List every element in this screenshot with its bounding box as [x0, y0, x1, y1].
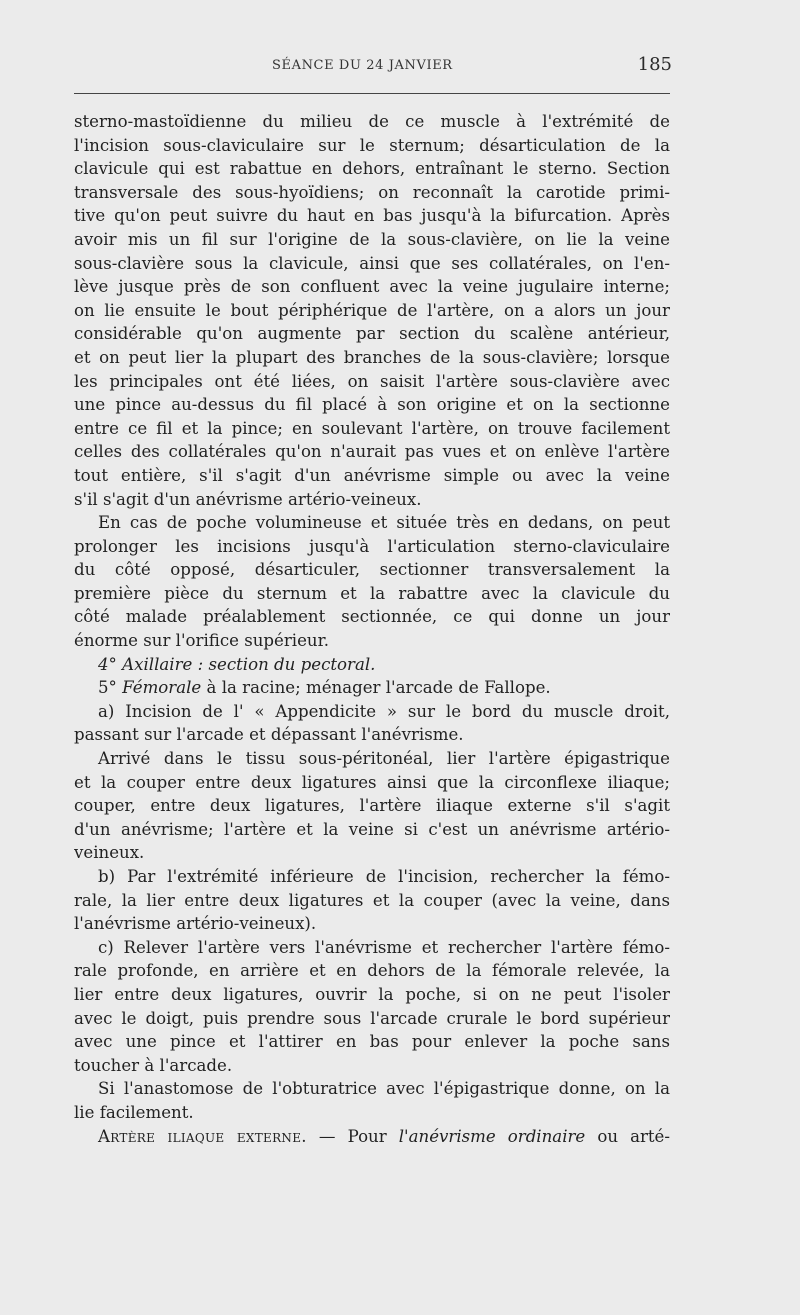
text-line: toucher à l'arcade. [74, 1055, 233, 1075]
text-line: tive qu'on peut suivre du haut en bas jusqu'à la bifurcation. Après [74, 206, 670, 226]
text-line: première pièce du sternum et la rabattre avec la clavicule du [74, 583, 670, 603]
text-line: couper, entre deux ligatures, l'artère iliaque externe s'il s'agit [74, 796, 670, 816]
text-line: avoir mis un fil sur l'origine de la sous-clavière, on lie la veine [74, 229, 670, 249]
text-line: veineux. [74, 843, 145, 863]
list-text: à la racine; ménager l'arcade de Fallope. [201, 678, 551, 698]
text-line: transversale des sous-hyoïdiens; on reconnaît la carotide primi- [74, 182, 670, 202]
page-header [0, 52, 800, 82]
list-item-axillaire: 4° Axillaire : section du pectoral. [98, 654, 376, 674]
text-line: sous-clavière sous la clavicule, ainsi que ses collatérales, on l'en- [74, 253, 670, 273]
text-line: entre ce fil et la pince; en soulevant l'artère, on trouve facilement [74, 418, 670, 438]
text-run: ou arté- [585, 1126, 670, 1146]
text-line: du côté opposé, désarticuler, sectionner transversalement la [74, 560, 670, 580]
section-heading: Artère iliaque externe. [98, 1126, 307, 1146]
text-line: lie facilement. [74, 1102, 194, 1122]
running-title: SÉANCE DU 24 JANVIER [272, 58, 453, 73]
text-line: En cas de poche volumineuse et située très en dedans, on peut [98, 513, 670, 533]
text-line: d'un anévrisme; l'artère et la veine si c'est un anévrisme artério- [74, 819, 670, 839]
text-run: — Pour [306, 1126, 399, 1146]
section-heading-line [74, 1125, 670, 1149]
text-line: l'anévrisme artério-veineux). [74, 914, 317, 934]
list-number: 5° [98, 678, 117, 698]
text-line: avec une pince et l'attirer en bas pour enlever la poche sans [74, 1032, 670, 1052]
text-line: considérable qu'on augmente par section du scalène antérieur, [74, 324, 670, 344]
text-line: et on peut lier la plupart des branches de la sous-clavière; lorsque [74, 347, 670, 367]
text-line: et la couper entre deux ligatures ainsi que la circonflexe iliaque; [74, 772, 670, 792]
text-line: b) Par l'extrémité inférieure de l'incision, rechercher la fémo- [98, 867, 670, 886]
text-line: Si l'anastomose de l'obturatrice avec l'épigastrique donne, on la [98, 1079, 670, 1099]
text-line: Arrivé dans le tissu sous-péritonéal, lier l'artère épigastrique [98, 749, 670, 769]
text-line: les principales ont été liées, on saisit l'artère sous-clavière avec [74, 371, 670, 391]
text-line: rale profonde, en arrière et en dehors de la fémorale relevée, la [74, 961, 670, 981]
text-line: celles des collatérales qu'on n'aurait pas vues et on enlève l'artère [74, 442, 670, 462]
text-line: c) Relever l'artère vers l'anévrisme et rechercher l'artère fémo- [98, 937, 670, 957]
text-line: prolonger les incisions jusqu'à l'articulation sterno-claviculaire [74, 536, 670, 556]
text-line: passant sur l'arcade et dépassant l'anévrisme. [74, 725, 464, 745]
text-line: lève jusque près de son confluent avec la veine jugulaire interne; [74, 277, 670, 297]
header-rule [74, 93, 670, 94]
emphasis-text: l'anévrisme ordinaire [398, 1126, 586, 1146]
text-line: sterno-mastoïdienne du milieu de ce muscle à l'extrémité de [74, 112, 670, 131]
text-line: s'il s'agit d'un anévrisme artério-veineux. [74, 489, 422, 509]
text-line: une pince au-dessus du fil placé à son origine et on la sectionne [74, 395, 670, 415]
text-line: énorme sur l'orifice supérieur. [74, 631, 329, 651]
text-line: avec le doigt, puis prendre sous l'arcade crurale le bord supérieur [74, 1008, 670, 1028]
text-line: l'incision sous-claviculaire sur le sternum; désarticulation de la [74, 135, 670, 155]
page-number: 185 [637, 54, 672, 75]
list-item-femorale [74, 676, 670, 700]
text-line: a) Incision de l' « Appendicite » sur le bord du muscle droit, [98, 701, 670, 721]
text-line: rale, la lier entre deux ligatures et la couper (avec la veine, dans [74, 890, 670, 910]
text-line: on lie ensuite le bout périphérique de l'artère, on a alors un jour [74, 300, 670, 320]
text-line: clavicule qui est rabattue en dehors, entraînant le sterno. Section [74, 159, 670, 179]
text-line: tout entière, s'il s'agit d'un anévrisme simple ou avec la veine [74, 465, 670, 485]
list-term: Fémorale [122, 678, 202, 698]
body-text [74, 110, 670, 1148]
text-line: côté malade préalablement sectionnée, ce qui donne un jour [74, 607, 670, 627]
text-line: lier entre deux ligatures, ouvrir la poche, si on ne peut l'isoler [74, 984, 670, 1004]
